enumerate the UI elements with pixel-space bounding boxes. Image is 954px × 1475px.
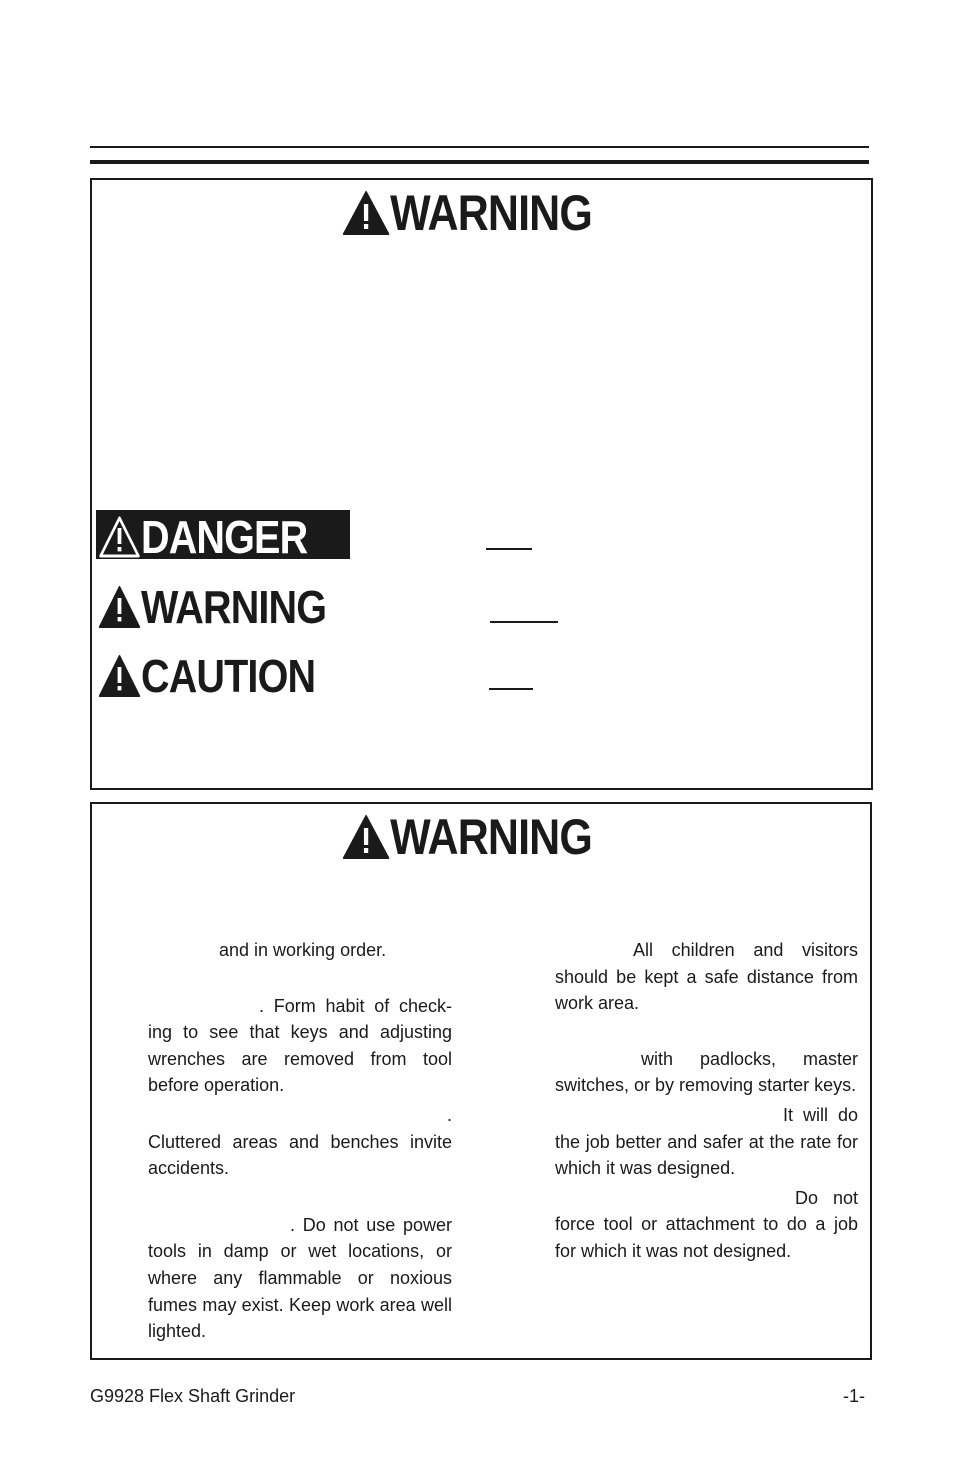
header-rule-thin <box>90 146 869 148</box>
caution-label <box>98 650 316 702</box>
rule-text: and in working order. <box>219 940 387 960</box>
safety-rules-box <box>90 802 872 1360</box>
rule-text: Cluttered areas and benches invite accidents. <box>148 1131 452 1179</box>
warning-underline <box>490 621 558 623</box>
warning-triangle-icon <box>98 654 141 698</box>
caution-underline <box>489 688 533 690</box>
rule-text: Do not force tool or attachment to do a job for which it was not designed. <box>555 1187 858 1261</box>
box1-heading <box>342 185 592 241</box>
rule-text: . Form habit of check-ing to see that keys and adjusting wrenches are removed from tool before operation. <box>148 995 452 1096</box>
box1-heading-text: WARNING <box>390 185 592 241</box>
warning-label <box>98 581 327 633</box>
warning-label-text: WARNING <box>141 581 327 633</box>
danger-underline <box>486 548 532 550</box>
left-rules-column <box>148 937 452 1345</box>
warning-triangle-icon <box>342 190 390 236</box>
rule-text: All children and visitors should be kept a safe distance from work area. <box>555 940 858 1014</box>
right-rules-column <box>555 937 858 1265</box>
signal-words-box <box>90 178 873 790</box>
warning-triangle-icon <box>98 515 141 559</box>
rule-text: . Do not use power tools in damp or wet locations, or where any flammable or noxious fumes may exist. Keep work area well lighted. <box>148 1214 452 1342</box>
rule-text: with padlocks, master switches, or by removing starter keys. <box>555 1048 858 1096</box>
box2-heading <box>342 809 592 865</box>
warning-triangle-icon <box>342 814 390 860</box>
rule-text: It will do the job better and safer at the rate for which it was designed. <box>555 1104 858 1179</box>
footer-model-name: G9928 Flex Shaft Grinder <box>90 1386 296 1406</box>
danger-label <box>98 511 308 563</box>
danger-label-text: DANGER <box>141 511 308 563</box>
caution-label-text: CAUTION <box>141 650 316 702</box>
rule-text: . <box>446 1104 452 1125</box>
warning-triangle-icon <box>98 585 141 629</box>
footer-page-number: -1- <box>843 1386 865 1406</box>
box2-heading-text: WARNING <box>390 809 592 865</box>
header-rule-thick <box>90 160 869 164</box>
